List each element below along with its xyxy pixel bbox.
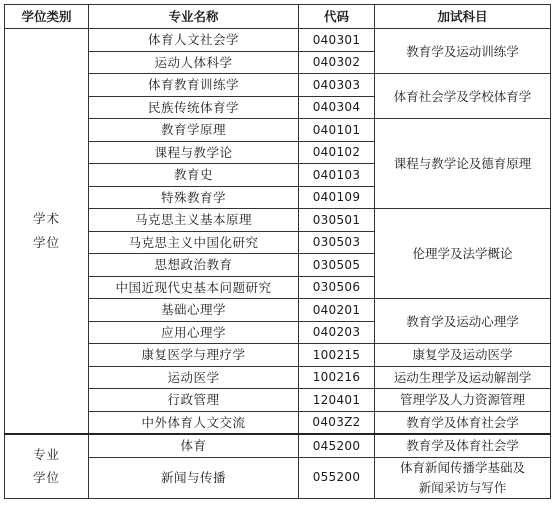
category-line: 专业 — [32, 446, 60, 462]
major-name: 思想政治教育 — [89, 254, 299, 277]
major-name: 康复医学与理疗学 — [89, 344, 299, 367]
major-code: 030506 — [299, 276, 375, 299]
major-code: 100216 — [299, 366, 375, 389]
major-name: 行政管理 — [89, 389, 299, 412]
page — [4, 4, 551, 499]
major-name: 新闻与传播 — [89, 457, 299, 498]
exam-subjects: 管理学及人力资源管理 — [375, 389, 551, 412]
exam-line: 新闻采访与写作 — [418, 479, 507, 495]
major-code: 100215 — [299, 344, 375, 367]
exam-subjects: 伦理学及法学概论 — [375, 209, 551, 299]
table-row — [5, 434, 551, 457]
exam-subjects: 教育学及体育社会学 — [375, 411, 551, 434]
major-name: 教育学原理 — [89, 119, 299, 142]
exam-subjects: 康复学及运动医学 — [375, 344, 551, 367]
category-line: 学位 — [32, 470, 60, 486]
header-degree-type: 学位类别 — [5, 5, 89, 29]
major-name: 马克思主义基本原理 — [89, 209, 299, 232]
major-code: 030501 — [299, 209, 375, 232]
major-code: 040102 — [299, 141, 375, 164]
exam-subjects: 运动生理学及运动解剖学 — [375, 366, 551, 389]
major-code: 040101 — [299, 119, 375, 142]
major-code: 040203 — [299, 321, 375, 344]
exam-subjects: 教育学及运动心理学 — [375, 299, 551, 344]
table-row — [5, 29, 551, 52]
exam-subjects: 教育学及运动训练学 — [375, 29, 551, 74]
header-code: 代码 — [299, 5, 375, 29]
major-name: 教育史 — [89, 164, 299, 187]
exam-subjects: 课程与教学论及德育原理 — [375, 119, 551, 209]
major-code: 040304 — [299, 96, 375, 119]
exam-subjects-table — [4, 4, 551, 499]
exam-subjects: 教育学及体育社会学 — [375, 434, 551, 457]
major-name: 课程与教学论 — [89, 141, 299, 164]
major-code: 040201 — [299, 299, 375, 322]
header-major-name: 专业名称 — [89, 5, 299, 29]
degree-category-professional — [5, 434, 89, 498]
major-code: 040103 — [299, 164, 375, 187]
major-name: 运动医学 — [89, 366, 299, 389]
exam-subjects — [375, 457, 551, 498]
exam-subjects: 体育社会学及学校体育学 — [375, 74, 551, 119]
degree-category-academic — [5, 29, 89, 435]
major-name: 中国近现代史基本问题研究 — [89, 276, 299, 299]
major-code: 040302 — [299, 51, 375, 74]
major-code: 045200 — [299, 434, 375, 457]
major-name: 体育 — [89, 434, 299, 457]
major-code: 0403Z2 — [299, 411, 375, 434]
exam-line: 体育新闻传播学基础及 — [399, 459, 525, 475]
major-code: 040303 — [299, 74, 375, 97]
major-name: 马克思主义中国化研究 — [89, 231, 299, 254]
major-name: 基础心理学 — [89, 299, 299, 322]
major-code: 040109 — [299, 186, 375, 209]
major-name: 应用心理学 — [89, 321, 299, 344]
major-name: 特殊教育学 — [89, 186, 299, 209]
major-code: 030505 — [299, 254, 375, 277]
category-line: 学术 — [32, 211, 60, 227]
major-code: 040301 — [299, 29, 375, 52]
category-line: 学位 — [32, 235, 60, 250]
major-name: 中外体育人文交流 — [89, 411, 299, 434]
major-name: 民族传统体育学 — [89, 96, 299, 119]
major-code: 055200 — [299, 457, 375, 498]
major-name: 体育教育训练学 — [89, 74, 299, 97]
header-row — [5, 5, 551, 29]
major-name: 运动人体科学 — [89, 51, 299, 74]
major-name: 体育人文社会学 — [89, 29, 299, 52]
major-code: 030503 — [299, 231, 375, 254]
header-exam-subjects: 加试科目 — [375, 5, 551, 29]
major-code: 120401 — [299, 389, 375, 412]
